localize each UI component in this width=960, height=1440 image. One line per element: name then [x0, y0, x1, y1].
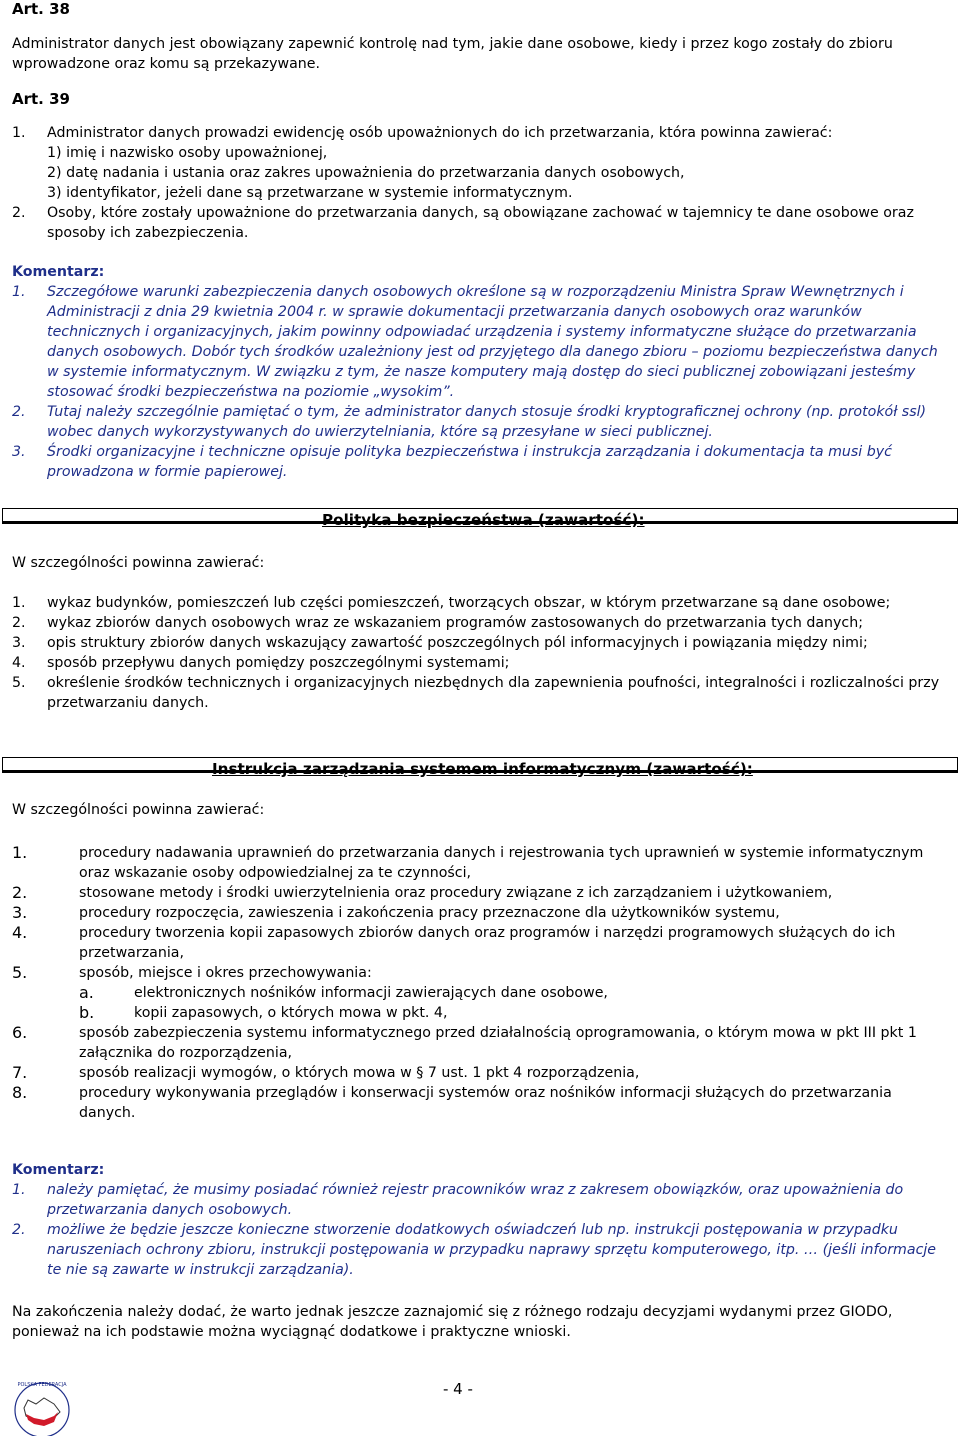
komentarz-2-item-text: możliwe że będzie jeszcze konieczne stworzenie dodatkowych oświadczeń lub np. instrukcji postępowania w przypadku naruszeniach ochrony zbioru, instrukcji postępowania w przypadku naprawy sprzętu komputerowego, itp. … (jeśli informacje te nie są zawarte w instrukcji zarządzania).	[47, 1222, 937, 1278]
komentarz-2-item-num: 2.	[12, 1222, 26, 1238]
instrukcja-item	[12, 1023, 944, 1063]
polityka-item-text: opis struktury zbiorów danych wskazujący zawartość poszczególnych pól informacyjnych i powiązania między nimi;	[47, 635, 868, 651]
komentarz-1	[12, 262, 948, 482]
instrukcja-item-text: procedury wykonywania przeglądów i konserwacji systemów oraz nośników informacji służących do przetwarzania danych.	[79, 1085, 892, 1121]
instrukcja-item	[12, 843, 944, 883]
logo-text: POLSKA FEDERACJA	[17, 1382, 67, 1388]
instrukcja-item-text: procedury tworzenia kopii zapasowych zbiorów danych oraz programów i narzędzi programowych służących do ich przetwarzania,	[79, 925, 896, 961]
instrukcja-item-num: 1.	[12, 843, 28, 862]
instrukcja-item	[12, 1063, 944, 1083]
polityka-title: Polityka bezpieczeństwa (zawartość):	[322, 511, 645, 529]
instrukcja-item	[12, 1083, 944, 1123]
instrukcja-subitem-num: b.	[79, 1003, 95, 1022]
polityka-item-num: 3.	[12, 635, 26, 651]
komentarz-1-item-text: Szczegółowe warunki zabezpieczenia danych osobowych określone są w rozporządzeniu Ministra Spraw Wewnętrznych i Administracji z dnia 29 kwietnia 2004 r. w sprawie dokumentacji przetwarzania danych osobowych oraz warunków technicznych i organizacyjnych, jakim powinny odpowiadać urządzenia i systemy informatyczne służące do przetwarzania danych osobowych. Dobór tych środków uzależniony jest od przyjętego dla danego zbioru – poziomu bezpieczeństwa danych w systemie informatycznym. W związku z tym, że nasze komputery mają dostęp do sieci publicznej zobowiązani jesteśmy stosować środki bezpieczeństwa na poziomie „wysokim”.	[47, 284, 938, 400]
art39-sub-2: 2) datę nadania i ustania oraz zakres upoważnienia do przetwarzania danych osobowych,	[47, 165, 685, 181]
instrukcja-item-text: sposób, miejsce i okres przechowywania:	[79, 965, 372, 981]
art39-p2-num: 2.	[12, 205, 26, 221]
polityka-item-text: określenie środków technicznych i organizacyjnych niezbędnych dla zapewnienia poufności, integralności i rozliczalności przy przetwarzaniu danych.	[47, 675, 940, 711]
komentarz-2-item-num: 1.	[12, 1182, 26, 1198]
komentarz-1-item	[12, 402, 948, 442]
instrukcja-sublist	[12, 983, 944, 1023]
instrukcja-item-text: sposób realizacji wymogów, o których mowa w § 7 ust. 1 pkt 4 rozporządzenia,	[79, 1065, 640, 1081]
komentarz-1-item-text: Tutaj należy szczególnie pamiętać o tym, że administrator danych stosuje środki kryptograficznej ochrony (np. protokół ssl) wobec danych wykorzystywanych do uwierzytelniania, które są przesyłane w sieci publicznej.	[47, 404, 927, 440]
polityka-item	[12, 653, 942, 673]
instrukcja-item	[12, 963, 944, 983]
polityka-item-num: 1.	[12, 595, 26, 611]
polityka-item-num: 5.	[12, 675, 26, 691]
instrukcja-item-text: procedury rozpoczęcia, zawieszenia i zakończenia pracy przeznaczone dla użytkowników systemu,	[79, 905, 780, 921]
komentarz-1-item	[12, 442, 948, 482]
komentarz-2	[12, 1160, 948, 1280]
polityka-item	[12, 593, 942, 613]
art39-p2	[12, 203, 948, 243]
instrukcja-subitem-text: kopii zapasowych, o których mowa w pkt. 4,	[134, 1005, 448, 1021]
polityka-item-num: 4.	[12, 655, 26, 671]
instrukcja-title: Instrukcja zarządzania systemem informatycznym (zawartość):	[212, 760, 753, 778]
instrukcja-item-num: 2.	[12, 883, 28, 902]
instrukcja-item-num: 5.	[12, 963, 28, 982]
art39-body	[12, 123, 948, 243]
polityka-item	[12, 613, 942, 633]
art39-p1	[12, 123, 948, 143]
komentarz-2-item-text: należy pamiętać, że musimy posiadać również rejestr pracowników wraz z zakresem obowiązków, oraz upoważnienia do przetwarzania danych osobowych.	[47, 1182, 904, 1218]
komentarz-2-item	[12, 1180, 948, 1220]
art39-heading: Art. 39	[12, 90, 70, 108]
instrukcja-item-num: 6.	[12, 1023, 28, 1042]
komentarz-2-label: Komentarz:	[12, 1162, 105, 1178]
komentarz-1-label: Komentarz:	[12, 264, 105, 280]
instrukcja-subitem-text: elektronicznych nośników informacji zawierających dane osobowe,	[134, 985, 608, 1001]
komentarz-1-item-num: 1.	[12, 284, 26, 300]
instrukcja-item	[12, 923, 944, 963]
instrukcja-subitem	[79, 983, 944, 1003]
polityka-intro: W szczególności powinna zawierać:	[12, 555, 265, 571]
instrukcja-subitem	[79, 1003, 944, 1023]
komentarz-1-item	[12, 282, 948, 402]
art38-text: Administrator danych jest obowiązany zapewnić kontrolę nad tym, jakie dane osobowe, kiedy i przez kogo zostały do zbioru wprowadzone oraz komu są przekazywane.	[12, 36, 893, 72]
instrukcja-item	[12, 903, 944, 923]
instrukcja-item-num: 7.	[12, 1063, 28, 1082]
instrukcja-item-text: procedury nadawania uprawnień do przetwarzania danych i rejestrowania tych uprawnień w systemie informatycznym oraz wskazanie osoby odpowiedzialnej za te czynności,	[79, 845, 924, 881]
komentarz-1-item-num: 3.	[12, 444, 26, 460]
instrukcja-intro: W szczególności powinna zawierać:	[12, 802, 265, 818]
art39-p2-text: Osoby, które zostały upoważnione do przetwarzania danych, są obowiązane zachować w tajemnicy te dane osobowe oraz sposoby ich zabezpieczenia.	[47, 205, 914, 241]
art39-sub-3: 3) identyfikator, jeżeli dane są przetwarzane w systemie informatycznym.	[47, 185, 573, 201]
federation-logo	[10, 1378, 74, 1436]
instrukcja-item-text: sposób zabezpieczenia systemu informatycznego przed działalnością oprogramowania, o którym mowa w pkt III pkt 1 załącznika do rozporządzenia,	[79, 1025, 917, 1061]
art39-p1-text: Administrator danych prowadzi ewidencję osób upoważnionych do ich przetwarzania, która powinna zawierać:	[47, 125, 833, 141]
polityka-item-text: wykaz budynków, pomieszczeń lub części pomieszczeń, tworzących obszar, w którym przetwarzane są dane osobowe;	[47, 595, 891, 611]
polityka-item	[12, 673, 942, 713]
art38-heading: Art. 38	[12, 0, 70, 18]
polityka-list	[12, 593, 942, 713]
instrukcja-item-num: 8.	[12, 1083, 28, 1102]
instrukcja-list	[12, 843, 944, 1123]
instrukcja-item	[12, 883, 944, 903]
instrukcja-item-num: 4.	[12, 923, 28, 942]
page-number: - 4 -	[443, 1380, 473, 1398]
instrukcja-subitem-num: a.	[79, 983, 94, 1002]
polityka-item	[12, 633, 942, 653]
closing-paragraph: Na zakończenia należy dodać, że warto jednak jeszcze zaznajomić się z różnego rodzaju decyzjami wydanymi przez GIODO, ponieważ na ich podstawie można wyciągnąć dodatkowe i praktyczne wnioski.	[12, 1304, 893, 1340]
polityka-item-text: wykaz zbiorów danych osobowych wraz ze wskazaniem programów zastosowanych do przetwarzania tych danych;	[47, 615, 863, 631]
komentarz-1-item-num: 2.	[12, 404, 26, 420]
polityka-item-num: 2.	[12, 615, 26, 631]
instrukcja-item-text: stosowane metody i środki uwierzytelnienia oraz procedury związane z ich zarządzaniem i użytkowaniem,	[79, 885, 833, 901]
komentarz-1-item-text: Środki organizacyjne i techniczne opisuje polityka bezpieczeństwa i instrukcja zarządzania i dokumentacja ta musi być prowadzona w formie papierowej.	[47, 444, 892, 480]
instrukcja-item-num: 3.	[12, 903, 28, 922]
art39-p1-num: 1.	[12, 125, 26, 141]
art39-sub-1: 1) imię i nazwisko osoby upoważnionej,	[47, 145, 328, 161]
polityka-item-text: sposób przepływu danych pomiędzy poszczególnymi systemami;	[47, 655, 510, 671]
komentarz-2-item	[12, 1220, 948, 1280]
